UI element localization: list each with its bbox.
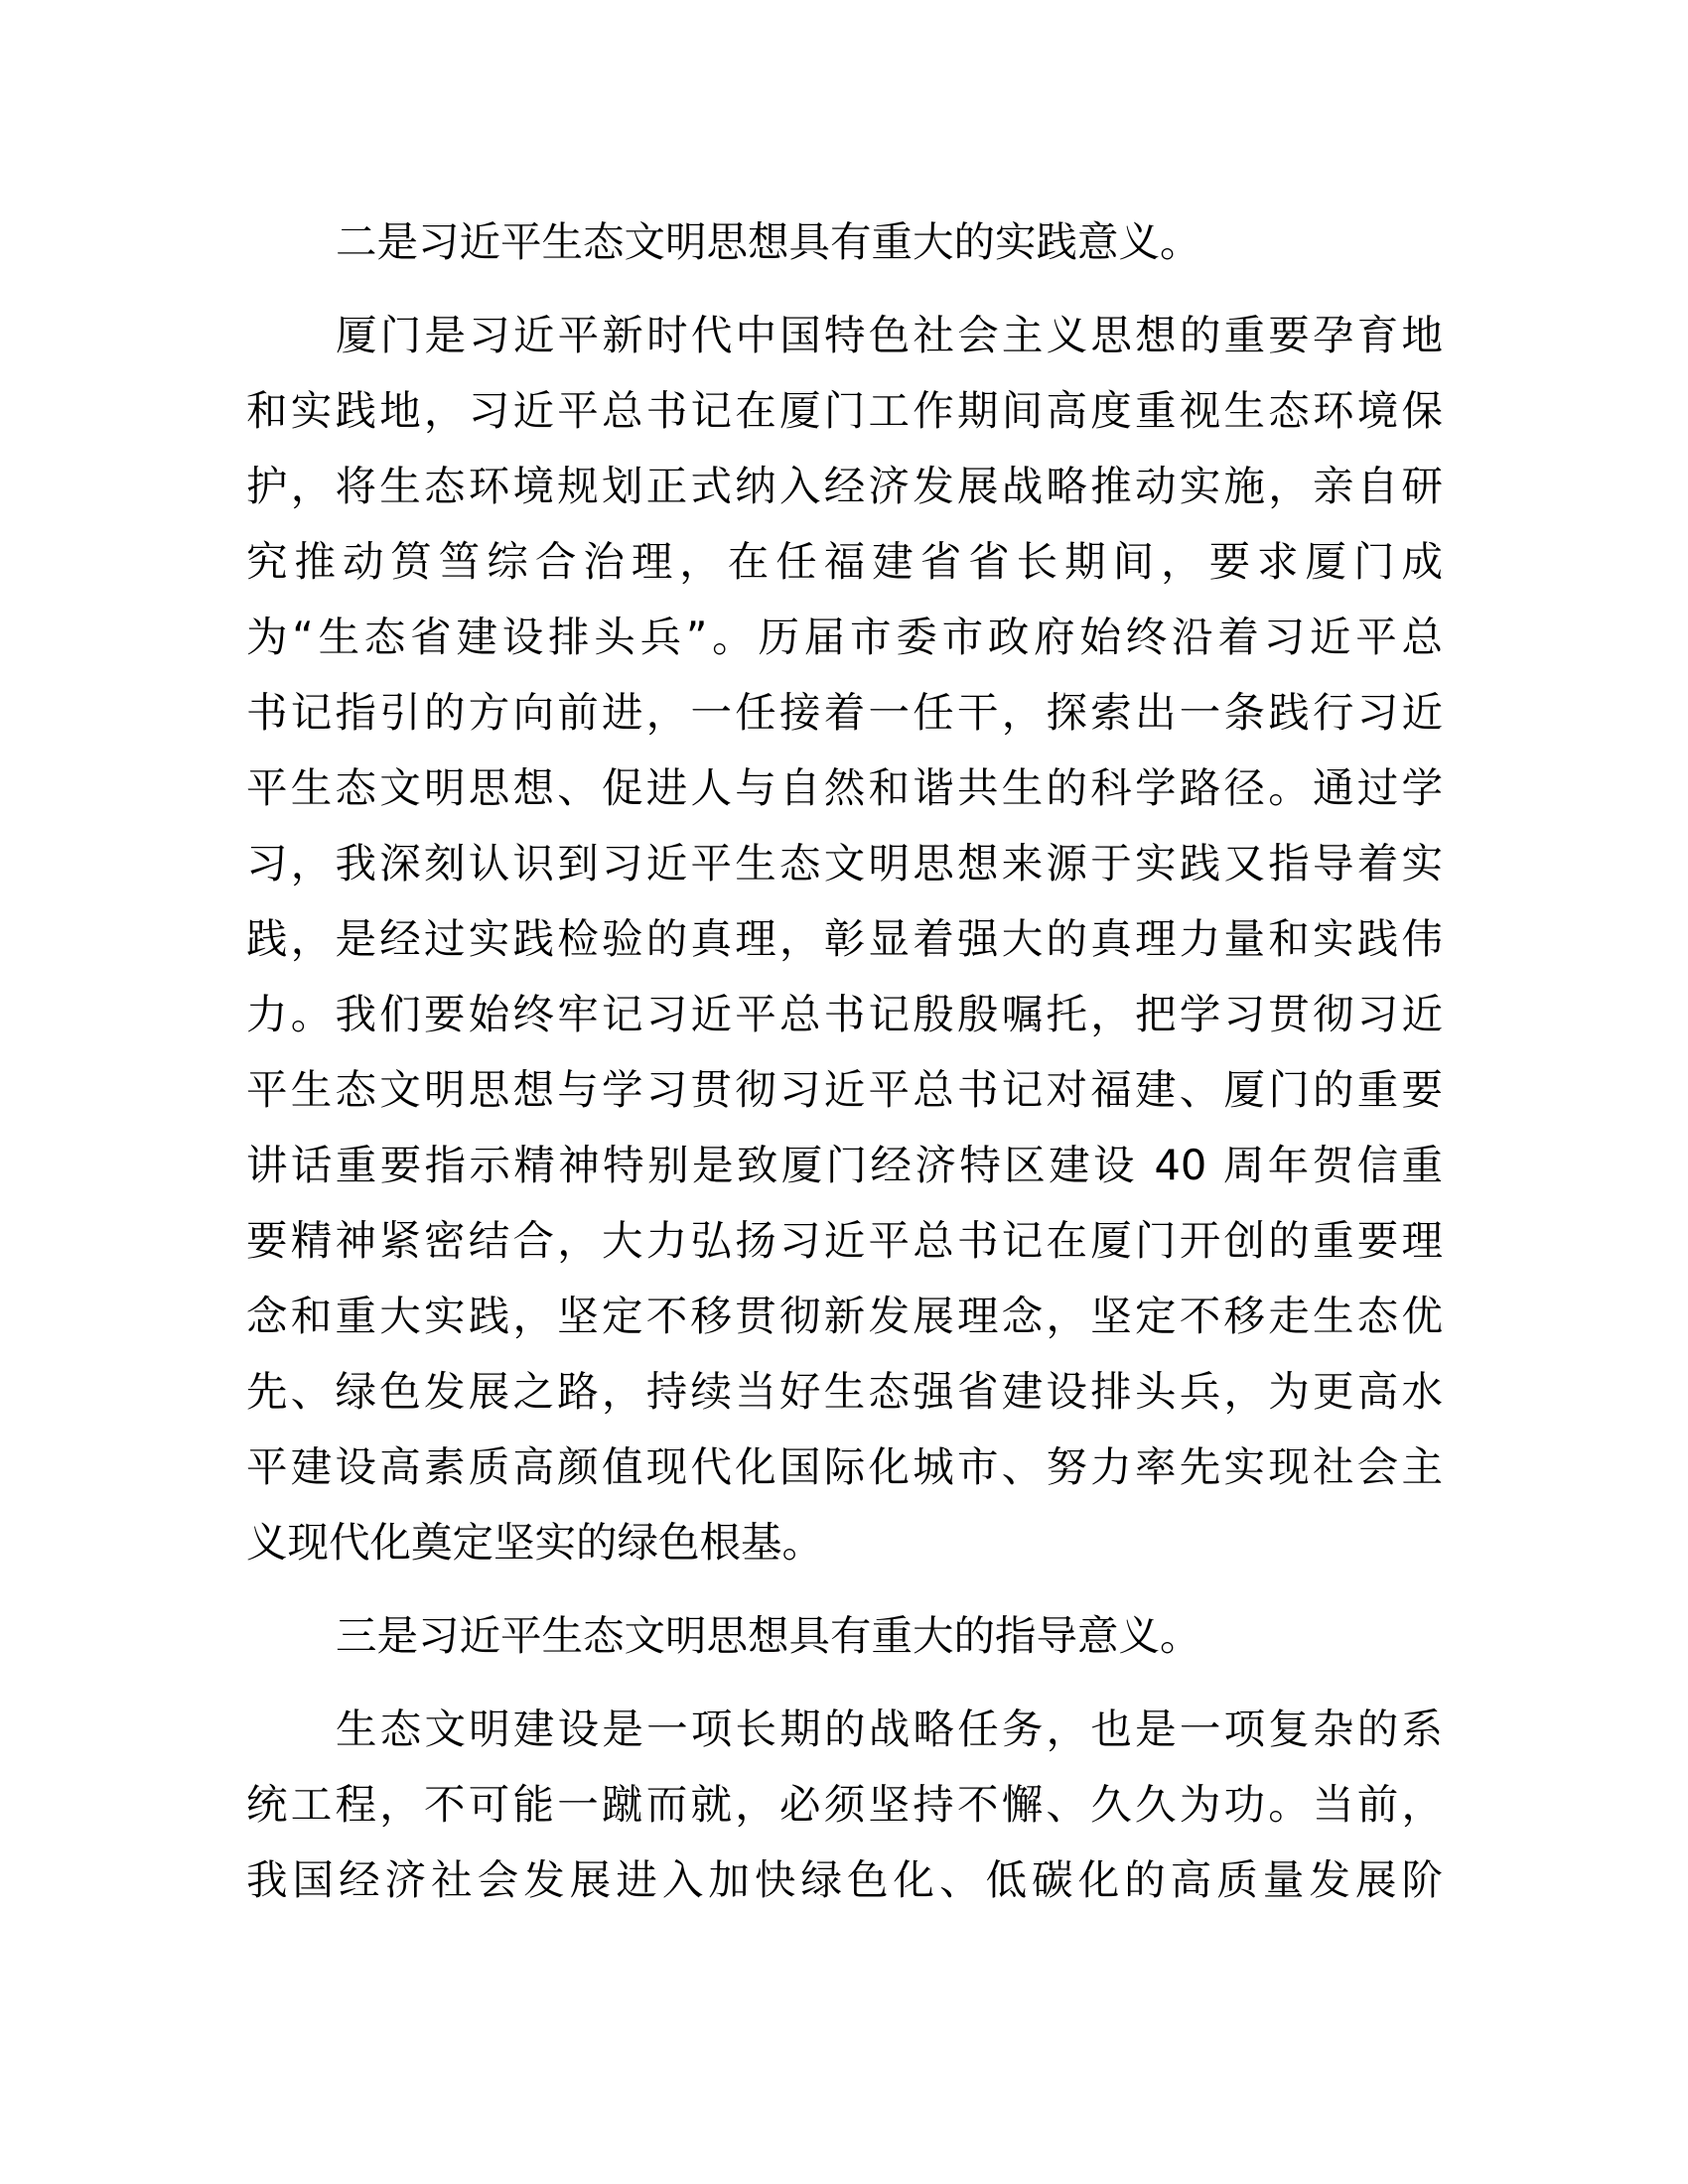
paragraph-line: 书记指引的方向前进，一任接着一任干，探索出一条践行习近 <box>246 688 1443 737</box>
paragraph-line: 先、绿色发展之路，持续当好生态强省建设排头兵，为更高水 <box>246 1367 1443 1416</box>
paragraph-line: 护，将生态环境规划正式纳入经济发展战略推动实施，亲自研 <box>246 462 1443 510</box>
section-heading-practical-significance: 二是习近平生态文明思想具有重大的实践意义。 <box>336 217 1201 266</box>
paragraph-line: 平生态文明思想、促进人与自然和谐共生的科学路径。通过学 <box>246 763 1443 812</box>
paragraph-line: 讲话重要指示精神特别是致厦门经济特区建设 40 周年贺信重 <box>246 1141 1443 1189</box>
paragraph-line: 究推动筼筜综合治理，在任福建省省长期间，要求厦门成 <box>246 537 1443 586</box>
paragraph-line: 为“生态省建设排头兵”。历届市委市政府始终沿着习近平总 <box>246 613 1443 661</box>
paragraph-line: 统工程，不可能一蹴而就，必须坚持不懈、久久为功。当前， <box>246 1780 1443 1829</box>
section-heading-guiding-significance: 三是习近平生态文明思想具有重大的指导意义。 <box>336 1611 1201 1660</box>
paragraph-line: 习，我深刻认识到习近平生态文明思想来源于实践又指导着实 <box>246 839 1443 887</box>
paragraph-line: 和实践地，习近平总书记在厦门工作期间高度重视生态环境保 <box>246 386 1443 435</box>
paragraph-line: 生态文明建设是一项长期的战略任务，也是一项复杂的系 <box>336 1705 1443 1753</box>
paragraph-line: 践，是经过实践检验的真理，彰显着强大的真理力量和实践伟 <box>246 914 1443 963</box>
paragraph-line: 我国经济社会发展进入加快绿色化、低碳化的高质量发展阶 <box>246 1855 1443 1904</box>
paragraph-line: 义现代化奠定坚实的绿色根基。 <box>246 1518 824 1567</box>
paragraph-line: 平建设高素质高颜值现代化国际化城市、努力率先实现社会主 <box>246 1442 1443 1491</box>
paragraph-line: 力。我们要始终牢记习近平总书记殷殷嘱托，把学习贯彻习近 <box>246 990 1443 1038</box>
paragraph-line: 要精神紧密结合，大力弘扬习近平总书记在厦门开创的重要理 <box>246 1216 1443 1265</box>
paragraph-line: 厦门是习近平新时代中国特色社会主义思想的重要孕育地 <box>336 311 1443 359</box>
paragraph-line: 平生态文明思想与学习贯彻习近平总书记对福建、厦门的重要 <box>246 1065 1443 1114</box>
paragraph-line: 念和重大实践，坚定不移贯彻新发展理念，坚定不移走生态优 <box>246 1292 1443 1340</box>
